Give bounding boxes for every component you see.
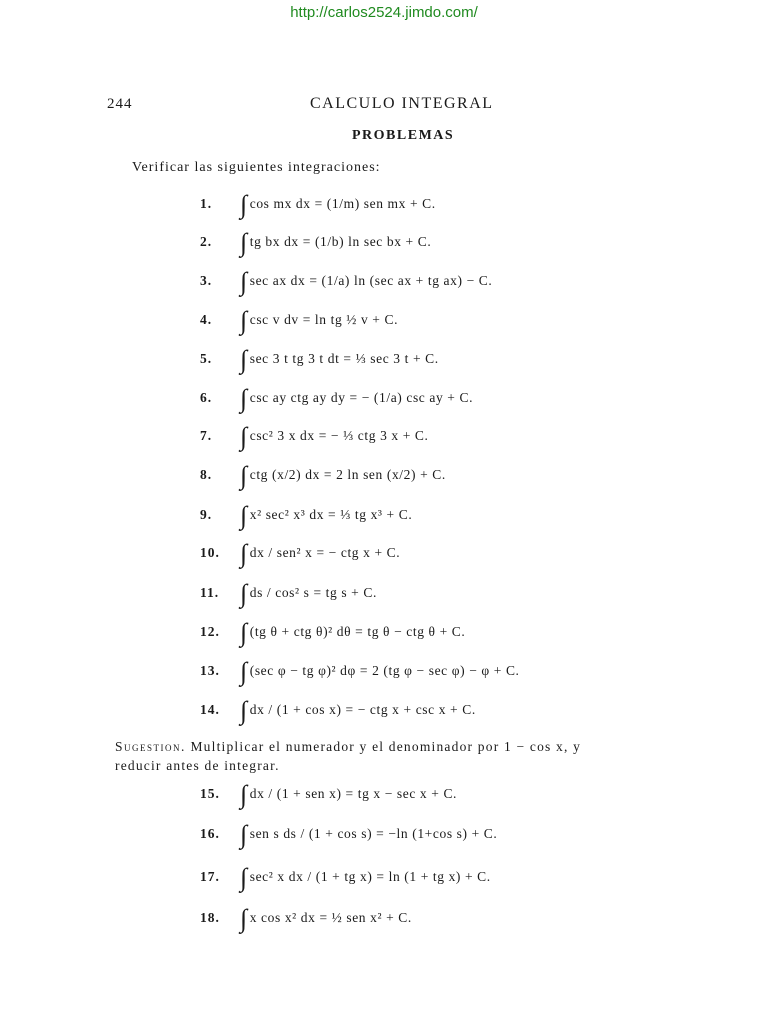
problem-formula: tg bx dx = (1/b) ln sec bx + C. — [249, 234, 432, 249]
page-number: 244 — [107, 96, 133, 112]
integral-sign: ∫ — [240, 696, 248, 725]
problem-number: 16. — [200, 826, 220, 841]
problem-formula: (tg θ + ctg θ)² dθ = tg θ − ctg θ + C. — [249, 624, 466, 639]
problem-formula: sec ax dx = (1/a) ln (sec ax + tg ax) − C. — [249, 273, 493, 288]
integral-sign: ∫ — [240, 904, 248, 933]
problem-item — [200, 575, 377, 611]
problem-number: 4. — [200, 312, 213, 327]
problem-item — [200, 653, 520, 689]
integral-sign: ∫ — [240, 384, 248, 413]
integral-sign: ∫ — [240, 190, 248, 219]
problem-item — [200, 302, 398, 338]
problem-formula: dx / sen² x = − ctg x + C. — [249, 545, 401, 560]
problem-formula: csc² 3 x dx = − ⅓ ctg 3 x + C. — [249, 428, 429, 443]
problem-item — [200, 816, 497, 852]
integral-sign: ∫ — [240, 306, 248, 335]
problem-number: 5. — [200, 351, 213, 366]
problem-formula: sec 3 t tg 3 t dt = ⅓ sec 3 t + C. — [249, 351, 439, 366]
integral-sign: ∫ — [240, 461, 248, 490]
problem-item — [200, 186, 436, 222]
sugestion-note — [115, 737, 725, 775]
sugestion-text: Multiplicar el numerador y el denominador por 1 − cos x, y — [190, 739, 582, 754]
problem-formula: csc ay ctg ay dy = − (1/a) csc ay + C. — [249, 390, 474, 405]
problem-item — [200, 497, 412, 533]
problem-item — [200, 859, 491, 895]
running-head: CALCULO INTEGRAL — [310, 95, 494, 112]
integral-sign: ∫ — [240, 345, 248, 374]
integral-sign: ∫ — [240, 657, 248, 686]
problem-item — [200, 341, 439, 377]
problem-formula: x cos x² dx = ½ sen x² + C. — [249, 910, 412, 925]
problem-formula: dx / (1 + sen x) = tg x − sec x + C. — [249, 786, 458, 801]
problem-number: 8. — [200, 467, 213, 482]
integral-sign: ∫ — [240, 618, 248, 647]
integral-sign: ∫ — [240, 780, 248, 809]
problem-number: 13. — [200, 663, 220, 678]
integral-sign: ∫ — [240, 539, 248, 568]
problem-item — [200, 380, 473, 416]
source-url-link[interactable]: http://carlos2524.jimdo.com/ — [290, 4, 478, 21]
problem-item — [200, 535, 400, 571]
problem-formula: (sec φ − tg φ)² dφ = 2 (tg φ − sec φ) − φ + C. — [249, 663, 520, 678]
problem-number: 12. — [200, 624, 220, 639]
problem-item — [200, 614, 465, 650]
problem-item — [200, 776, 457, 812]
problem-number: 14. — [200, 702, 220, 717]
problem-number: 17. — [200, 869, 220, 884]
problem-number: 9. — [200, 507, 213, 522]
intro-text: Verificar las siguientes integraciones: — [132, 160, 381, 175]
problem-item — [200, 418, 428, 454]
problem-formula: cos mx dx = (1/m) sen mx + C. — [249, 196, 436, 211]
problem-formula: dx / (1 + cos x) = − ctg x + csc x + C. — [249, 702, 476, 717]
integral-sign: ∫ — [240, 820, 248, 849]
problem-formula: sec² x dx / (1 + tg x) = ln (1 + tg x) + C. — [249, 869, 491, 884]
problem-number: 18. — [200, 910, 220, 925]
integral-sign: ∫ — [240, 422, 248, 451]
problem-number: 6. — [200, 390, 213, 405]
sugestion-text-continued: reducir antes de integrar. — [115, 758, 280, 773]
problem-number: 2. — [200, 234, 213, 249]
problem-formula: ds / cos² s = tg s + C. — [249, 585, 377, 600]
sugestion-label: Sugestion. — [115, 739, 186, 754]
problem-formula: sen s ds / (1 + cos s) = −ln (1+cos s) + C. — [249, 826, 498, 841]
integral-sign: ∫ — [240, 267, 248, 296]
problem-formula: csc v dv = ln tg ½ v + C. — [249, 312, 399, 327]
problem-formula: x² sec² x³ dx = ⅓ tg x³ + C. — [249, 507, 413, 522]
problem-item — [200, 224, 431, 260]
problem-item — [200, 692, 476, 728]
problem-number: 7. — [200, 428, 213, 443]
problem-number: 11. — [200, 585, 220, 600]
section-title: PROBLEMAS — [352, 128, 455, 143]
problem-number: 3. — [200, 273, 213, 288]
problem-item — [200, 457, 446, 493]
integral-sign: ∫ — [240, 579, 248, 608]
integral-sign: ∫ — [240, 501, 248, 530]
problem-number: 15. — [200, 786, 220, 801]
problem-item — [200, 263, 492, 299]
integral-sign: ∫ — [240, 228, 248, 257]
problem-number: 10. — [200, 545, 220, 560]
problem-item — [200, 900, 412, 936]
problem-number: 1. — [200, 196, 213, 211]
integral-sign: ∫ — [240, 863, 248, 892]
problem-formula: ctg (x/2) dx = 2 ln sen (x/2) + C. — [249, 467, 446, 482]
